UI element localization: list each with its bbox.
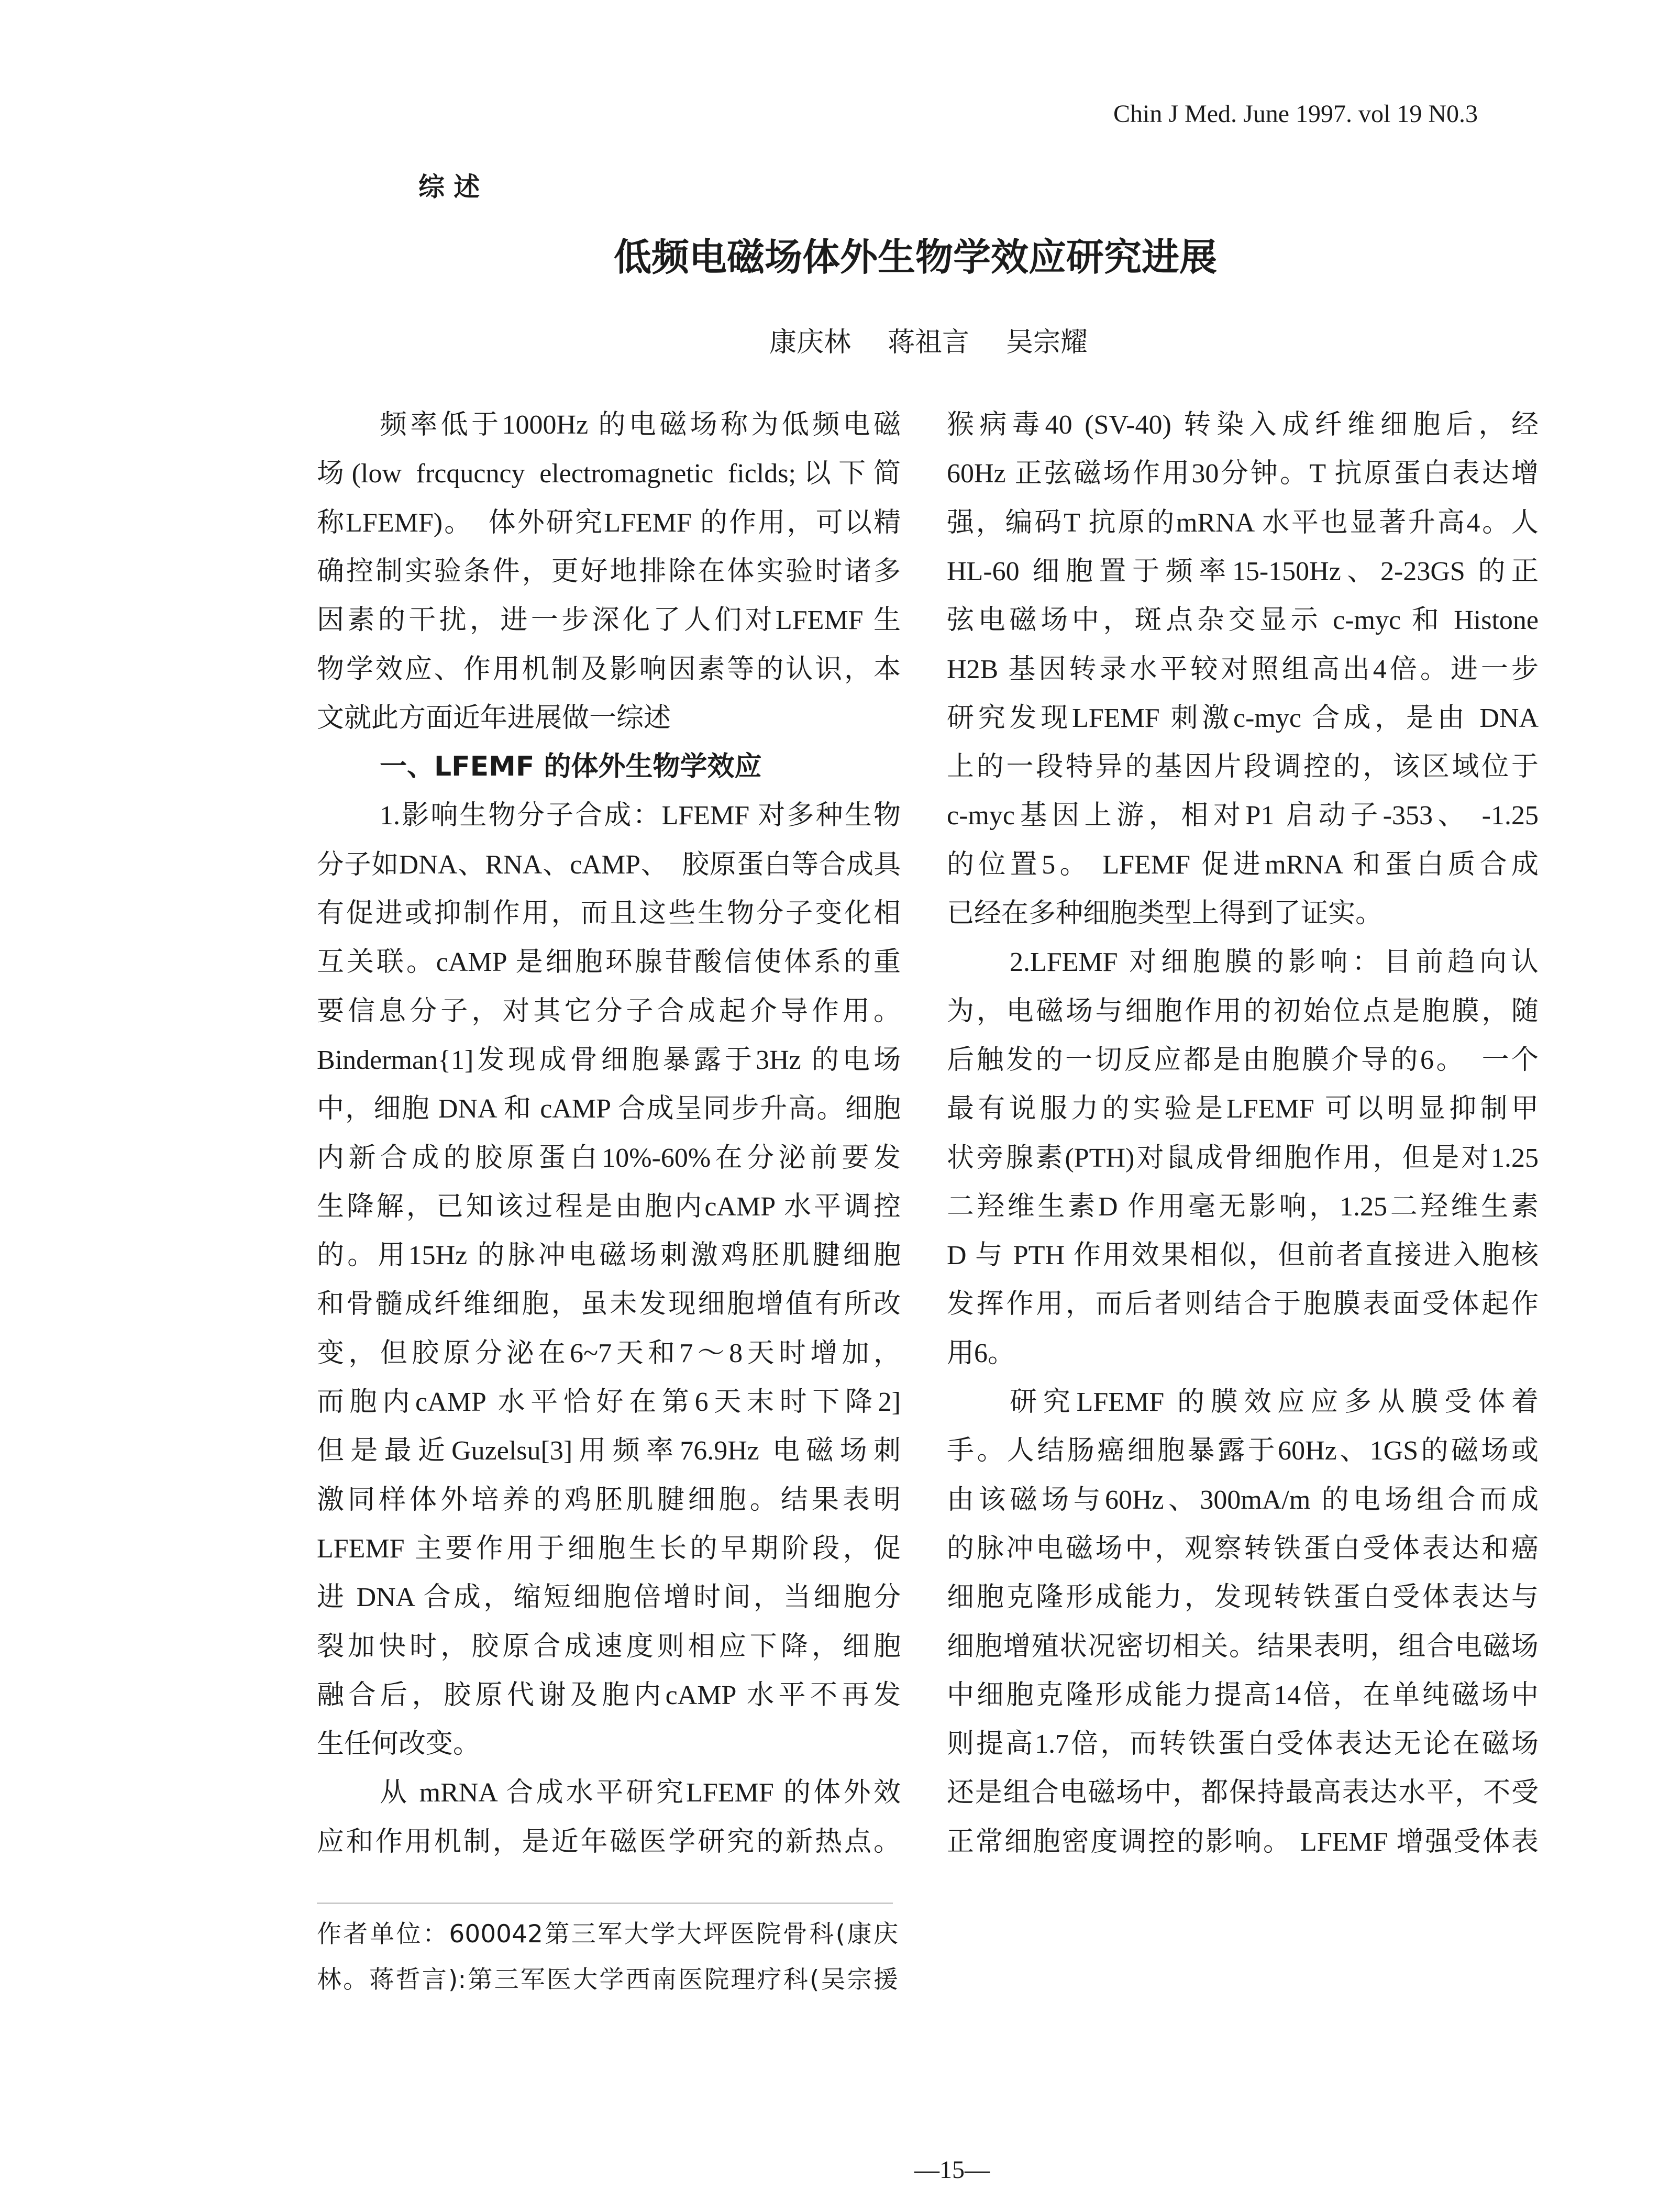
text-line xyxy=(947,1036,1539,1085)
text-line xyxy=(317,1426,901,1475)
line-text: 则提高1.7倍，而转铁蛋白受体表达无论在磁场 xyxy=(947,1729,1539,1760)
text-line xyxy=(947,1720,1539,1768)
text-line xyxy=(380,1768,901,1817)
line-text: 60Hz 正弦磁场作用30分钟。T 抗原蛋白表达增 xyxy=(947,459,1539,489)
footnote-line xyxy=(317,1957,898,2003)
text-line xyxy=(317,1720,901,1768)
line-text: 从 mRNA 合成水平研究LFEMF 的体外效 xyxy=(380,1778,901,1808)
line-text: 为，电磁场与细胞作用的初始位点是胞膜，随 xyxy=(947,996,1539,1026)
text-line xyxy=(947,1573,1539,1622)
line-text: 而胞内cAMP 水平恰好在第6天末时下降2] xyxy=(317,1387,901,1417)
footnote-line-text: 作者单位：600042第三军大学大坪医院骨科(康庆 xyxy=(317,1920,898,1949)
line-text: 最有说服力的实验是LFEMF 可以明显抑制甲 xyxy=(947,1094,1539,1124)
section-label: 综 述 xyxy=(418,172,480,202)
text-line xyxy=(317,1280,901,1329)
line-text: 文就此方面近年进展做一综述 xyxy=(317,703,671,733)
journal-citation: Chin J Med. June 1997. vol 19 N0.3 xyxy=(1113,100,1478,128)
line-text: 已经在多种细胞类型上得到了证实。 xyxy=(947,899,1383,928)
text-line xyxy=(947,840,1539,889)
text-line xyxy=(317,1329,901,1378)
line-text: 一、LFEMF 的体外生物学效应 xyxy=(380,751,762,783)
line-text: 互关联。cAMP 是细胞环腺苷酸信使体系的重 xyxy=(317,947,901,978)
line-text: 裂加快时，胶原合成速度则相应下降，细胞 xyxy=(317,1631,901,1662)
text-line xyxy=(947,694,1539,743)
text-line xyxy=(947,1671,1539,1720)
line-text: 研究发现LFEMF 刺激c-myc 合成，是由 DNA xyxy=(947,703,1539,733)
line-text: 的位置5。 LFEMF 促进mRNA 和蛋白质合成 xyxy=(947,849,1539,880)
line-text: 的。用15Hz 的脉冲电磁场刺激鸡胚肌腱细胞 xyxy=(317,1241,901,1271)
text-line xyxy=(947,1085,1539,1133)
line-text: c-myc基因上游，相对P1 启动子-353、 -1.25 xyxy=(947,801,1539,831)
line-text: 应和作用机制，是近年磁医学研究的新热点。 xyxy=(317,1827,901,1857)
line-text: 要信息分子，对其它分子合成起介导作用。 xyxy=(317,996,901,1026)
line-text: 变，但胶原分泌在6~7天和7～8天时增加， xyxy=(317,1338,901,1368)
line-text: 2.LFEMF 对细胞膜的影响：目前趋向认 xyxy=(1010,947,1539,978)
line-text: 内新合成的胶原蛋白10%-60%在分泌前要发 xyxy=(317,1143,901,1173)
text-line xyxy=(947,1426,1539,1475)
author-name: 蒋祖言 xyxy=(887,327,969,358)
text-line xyxy=(317,1476,901,1524)
text-line xyxy=(947,743,1539,791)
text-line xyxy=(380,401,901,449)
line-text: 分子如DNA、RNA、cAMP、 胶原蛋白等合成具 xyxy=(317,849,901,880)
text-line xyxy=(947,449,1539,498)
line-text: 中细胞克隆形成能力提高14倍，在单纯磁场中 xyxy=(947,1680,1539,1710)
text-line xyxy=(317,1671,901,1720)
text-line xyxy=(947,596,1539,645)
text-line xyxy=(317,1622,901,1671)
text-line xyxy=(947,1476,1539,1524)
text-line xyxy=(317,938,901,987)
text-line xyxy=(317,840,901,889)
text-line xyxy=(317,694,901,743)
line-text: 进 DNA 合成，缩短细胞倍增时间，当细胞分 xyxy=(317,1583,901,1613)
text-line xyxy=(317,1134,901,1182)
text-line xyxy=(317,889,901,938)
line-text: 猴病毒40 (SV-40) 转染入成纤维细胞后，经 xyxy=(947,410,1539,440)
text-line xyxy=(317,499,901,547)
text-line xyxy=(317,1573,901,1622)
text-line xyxy=(947,547,1539,596)
line-text: HL-60 细胞置于频率15-150Hz、2-23GS 的正 xyxy=(947,556,1539,587)
text-line xyxy=(947,645,1539,694)
text-line xyxy=(947,499,1539,547)
text-line xyxy=(317,645,901,694)
line-text: H2B 基因转录水平较对照组高出4倍。进一步 xyxy=(947,654,1539,684)
line-text: 因素的干扰，进一步深化了人们对LFEMF 生 xyxy=(317,605,901,636)
line-text: 频率低于1000Hz 的电磁场称为低频电磁 xyxy=(380,410,901,440)
text-line xyxy=(317,596,901,645)
text-line xyxy=(317,1085,901,1133)
line-text: 场(low frcqucncy electromagnetic ficlds;以下简 xyxy=(317,459,901,489)
line-text: 发挥作用，而后者则结合于胞膜表面受体起作 xyxy=(947,1289,1539,1320)
line-text: 生任何改变。 xyxy=(317,1729,481,1760)
text-line xyxy=(380,791,901,840)
author-list xyxy=(667,325,1190,360)
text-line xyxy=(947,889,1539,938)
text-line xyxy=(317,547,901,596)
line-text: 二羟维生素D 作用毫无影响，1.25二羟维生素 xyxy=(947,1191,1539,1222)
line-text: 后触发的一切反应都是由胞膜介导的6。 一个 xyxy=(947,1045,1539,1075)
line-text: 正常细胞密度调控的影响。 LFEMF 增强受体表 xyxy=(947,1827,1539,1857)
text-line xyxy=(317,1231,901,1280)
text-line xyxy=(317,1182,901,1231)
footnote-line-text: 林。蒋哲言):第三军医大学西南医院理疗科(吴宗援 xyxy=(317,1965,898,1994)
line-text: 上的一段特异的基因片段调控的，该区域位于 xyxy=(947,752,1539,782)
author-name: 吴宗耀 xyxy=(1006,327,1088,358)
line-text: 手。人结肠癌细胞暴露于60Hz、1GS的磁场或 xyxy=(947,1436,1539,1466)
line-text: 1.影响生物分子合成：LFEMF 对多种生物 xyxy=(380,801,901,831)
text-line xyxy=(317,449,901,498)
line-text: D 与 PTH 作用效果相似，但前者直接进入胞核 xyxy=(947,1241,1539,1271)
text-line xyxy=(317,1036,901,1085)
line-text: 还是组合电磁场中，都保持最高表达水平，不受 xyxy=(947,1778,1539,1808)
text-line xyxy=(947,791,1539,840)
line-text: 用6。 xyxy=(947,1338,1015,1368)
line-text: 细胞克隆形成能力，发现转铁蛋白受体表达与 xyxy=(947,1583,1539,1613)
text-line xyxy=(317,1818,901,1866)
footnote-line xyxy=(317,1911,898,1957)
line-text: 称LFEMF)。 体外研究LFEMF 的作用，可以精 xyxy=(317,507,901,538)
line-text: 状旁腺素(PTH)对鼠成骨细胞作用，但是对1.25 xyxy=(947,1143,1539,1173)
line-text: Binderman{1]发现成骨细胞暴露于3Hz 的电场 xyxy=(317,1045,901,1075)
line-text: 生降解，已知该过程是由胞内cAMP 水平调控 xyxy=(317,1191,901,1222)
line-text: 强，编码T 抗原的mRNA 水平也显著升高4。人 xyxy=(947,507,1539,538)
line-text: 细胞增殖状况密切相关。结果表明，组合电磁场 xyxy=(947,1631,1539,1662)
line-text: 弦电磁场中，斑点杂交显示 c-myc 和 Histone xyxy=(947,605,1539,636)
text-line xyxy=(947,1524,1539,1573)
text-line xyxy=(380,743,901,791)
line-text: 激同样体外培养的鸡胚肌腱细胞。结果表明 xyxy=(317,1485,901,1515)
text-line xyxy=(947,987,1539,1036)
line-text: 有促进或抑制作用，而且这些生物分子变化相 xyxy=(317,899,901,928)
text-line xyxy=(317,1524,901,1573)
line-text: LFEMF 主要作用于细胞生长的早期阶段，促 xyxy=(317,1533,901,1564)
text-line xyxy=(947,1329,1539,1378)
line-text: 的脉冲电磁场中，观察转铁蛋白受体表达和癌 xyxy=(947,1533,1539,1564)
footnote-divider xyxy=(317,1903,893,1904)
text-line xyxy=(947,401,1539,449)
line-text: 但是最近Guzelsu[3]用频率76.9Hz 电磁场刺 xyxy=(317,1436,901,1466)
line-text: 由该磁场与60Hz、300mA/m 的电场组合而成 xyxy=(947,1485,1539,1515)
text-line xyxy=(947,1622,1539,1671)
line-text: 中，细胞 DNA 和 cAMP 合成呈同步升高。细胞 xyxy=(317,1094,901,1124)
text-line xyxy=(1010,1378,1539,1426)
line-text: 融合后，胶原代谢及胞内cAMP 水平不再发 xyxy=(317,1680,901,1710)
author-name: 康庆林 xyxy=(769,327,851,358)
text-line xyxy=(1010,938,1539,987)
line-text: 研究LFEMF 的膜效应应多从膜受体着 xyxy=(1010,1387,1539,1417)
text-line xyxy=(947,1182,1539,1231)
text-line xyxy=(947,1134,1539,1182)
text-line xyxy=(317,1378,901,1426)
page-number: —15— xyxy=(914,2156,990,2184)
article-title: 低频电磁场体外生物学效应研究进展 xyxy=(613,235,1217,279)
text-line xyxy=(947,1818,1539,1866)
text-line xyxy=(947,1231,1539,1280)
line-text: 确控制实验条件，更好地排除在体实验时诸多 xyxy=(317,556,901,587)
text-line xyxy=(947,1768,1539,1817)
line-text: 和骨髓成纤维细胞，虽未发现细胞增值有所改 xyxy=(317,1289,901,1320)
text-line xyxy=(317,987,901,1036)
line-text: 物学效应、作用机制及影响因素等的认识，本 xyxy=(317,654,901,684)
text-line xyxy=(947,1280,1539,1329)
